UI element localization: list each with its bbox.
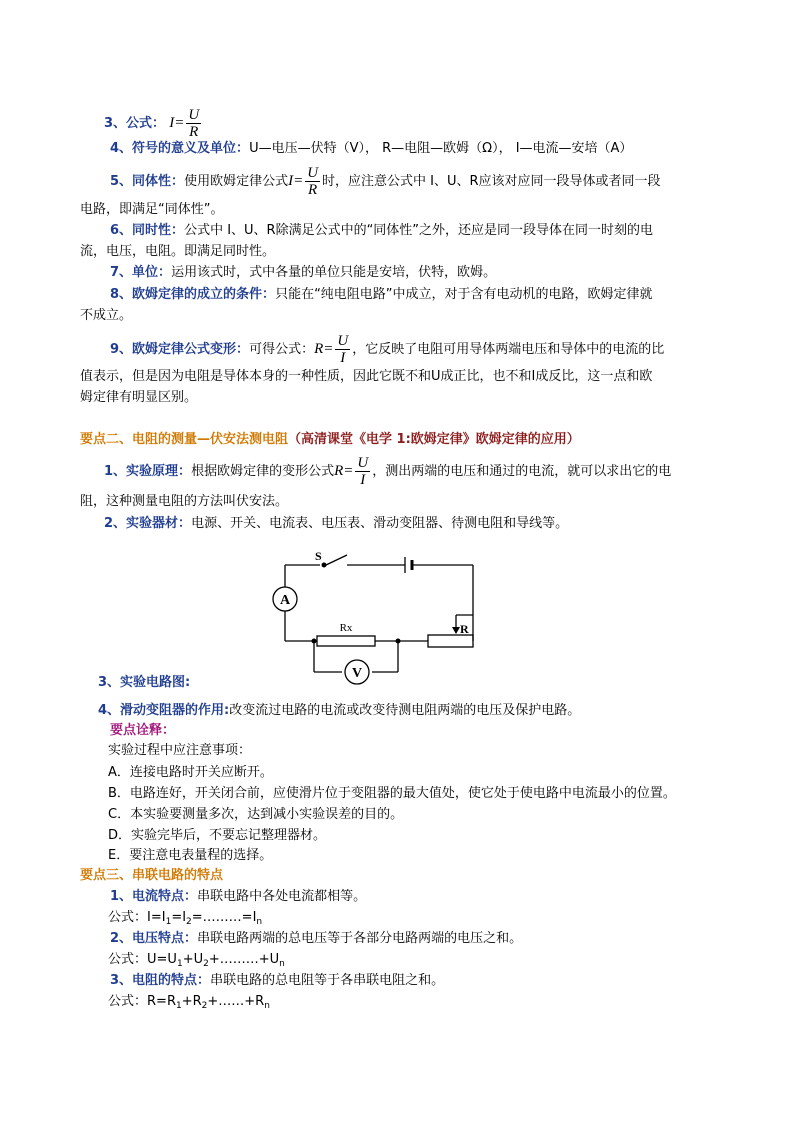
slider-arrow [452,627,460,634]
voltmeter-label: V [351,666,363,681]
switch-pivot [322,563,327,568]
item-5: 5、同体性：使用欧姆定律公式I= $\frac{U}{R}$ 时，应注意公式中 I、U、R应该对应同一段导体或者同一段 [110,165,661,198]
rheostat [428,635,473,647]
item-9-cont2: 姆定律有明显区别。 [80,390,198,405]
note-item: E．要注意电表量程的选择。 [108,848,273,863]
current-formula: 公式：$I=I_1=I_2=\dots\dots\dots=I_n$ [108,910,263,927]
item-label: 公式： [126,115,166,131]
item-6: 6、同时性：公式中 I、U、R除满足公式中的“同体性”之外，还应是同一段导体在同一时刻的电 [110,223,654,238]
principle-line: 1、实验原理：根据欧姆定律的变形公式R= $\frac{U}{I}$ ，测出两端的电压和通过的电流，就可以求出它的电 [104,455,672,488]
note-title: 要点诠释： [110,723,176,738]
item-3 [104,107,203,140]
resistor-label: Rx [339,622,353,634]
item-4: 4、符号的意义及单位：U—电压—伏特（V）， R—电阻—欧姆（Ω）， I—电流—安培（A） [110,141,633,156]
item-6-cont: 流，电压，电阻。即满足同时性。 [80,244,276,259]
junction-dot [396,639,401,644]
resistor-rx [317,636,375,646]
item-9: 9、欧姆定律公式变形：可得公式：R= $\frac{U}{I}$ ，它反映了电阻可用导体两端电压和导体中的电流的比 [110,333,665,366]
note-item: C．本实验要测量多次，达到减小实验误差的目的。 [108,807,404,822]
principle-cont: 阻，这种测量电阻的方法叫伏安法。 [80,494,289,509]
item-8: 8、欧姆定律的成立的条件：只能在“纯电阻电路”中成立，对于含有电动机的电路，欧姆定律就 [110,287,653,302]
item-9-cont1: 值表示，但是因为电阻是导体本身的一种性质，因此它既不和U成正比，也不和I成反比，这一点和欧 [80,369,653,384]
item-7: 7、单位：运用该式时，式中各量的单位只能是安培，伏特，欧姆。 [110,265,497,280]
rheostat-label: R [460,622,469,636]
formula-resistance: R= $\frac{U}{I}$ [334,455,369,488]
switch-label: S [315,549,322,563]
note-item: B．电路连好，开关闭合前，应使滑片位于变阻器的最大值处，使它处于使电路中电流最小的位置。 [108,786,676,801]
formula-ohm: I= $\frac{U}{R}$ [288,165,319,198]
ammeter-label: A [279,593,291,608]
series-voltage-formula: $U=U_1+U_2+\dots\dots\dots+U_n$ [147,952,285,969]
voltage-formula: 公式：$U=U_1+U_2+\dots\dots\dots+U_n$ [108,952,285,969]
formula-resistance: R= $\frac{U}{I}$ [314,333,349,366]
note-intro: 实验过程中应注意事项： [108,743,252,758]
circuit-label-line: 3、实验电路图: [98,675,191,690]
equipment-line: 2、实验器材：电源、开关、电流表、电压表、滑动变阻器、待测电阻和导线等。 [104,516,569,531]
voltage-feature: 2、电压特点：串联电路两端的总电压等于各部分电路两端的电压之和。 [110,931,523,946]
section-heading-3: 要点三、串联电路的特点 [80,868,224,883]
note-item: A．连接电路时开关应断开。 [108,765,273,780]
switch-blade [326,555,347,565]
section-heading-2: 要点二、电阻的测量—伏安法测电阻（高清课堂《电学 1:欧姆定律》欧姆定律的应用） [80,432,580,447]
resistance-feature: 3、电阻的特点：串联电路的总电阻等于各串联电阻之和。 [110,973,445,988]
series-current-formula: $I=I_1=I_2=\dots\dots\dots=I_n$ [147,910,263,927]
circuit-diagram [262,545,482,685]
resistance-formula: 公式：$R=R_1+R_2+\dots\dots+R_n$ [108,994,270,1011]
series-resistance-formula: $R=R_1+R_2+\dots\dots+R_n$ [147,994,270,1011]
item-text: U—电压—伏特（V）， R—电阻—欧姆（Ω）， I—电流—安培（A） [249,141,633,156]
note-item: D．实验完毕后，不要忘记整理器材。 [108,828,327,843]
formula-ohm: I= $\frac{U}{R}$ [169,107,200,140]
item-8-cont: 不成立。 [80,308,133,323]
current-feature: 1、电流特点：串联电路中各处电流都相等。 [110,889,367,904]
item-number: 3、 [104,115,127,131]
junction-dot [312,639,317,644]
item-5-cont: 电路，即满足“同体性”。 [80,202,224,217]
rheostat-role-line: 4、滑动变阻器的作用:改变流过电路的电流或改变待测电阻两端的电压及保护电路。 [98,703,581,718]
